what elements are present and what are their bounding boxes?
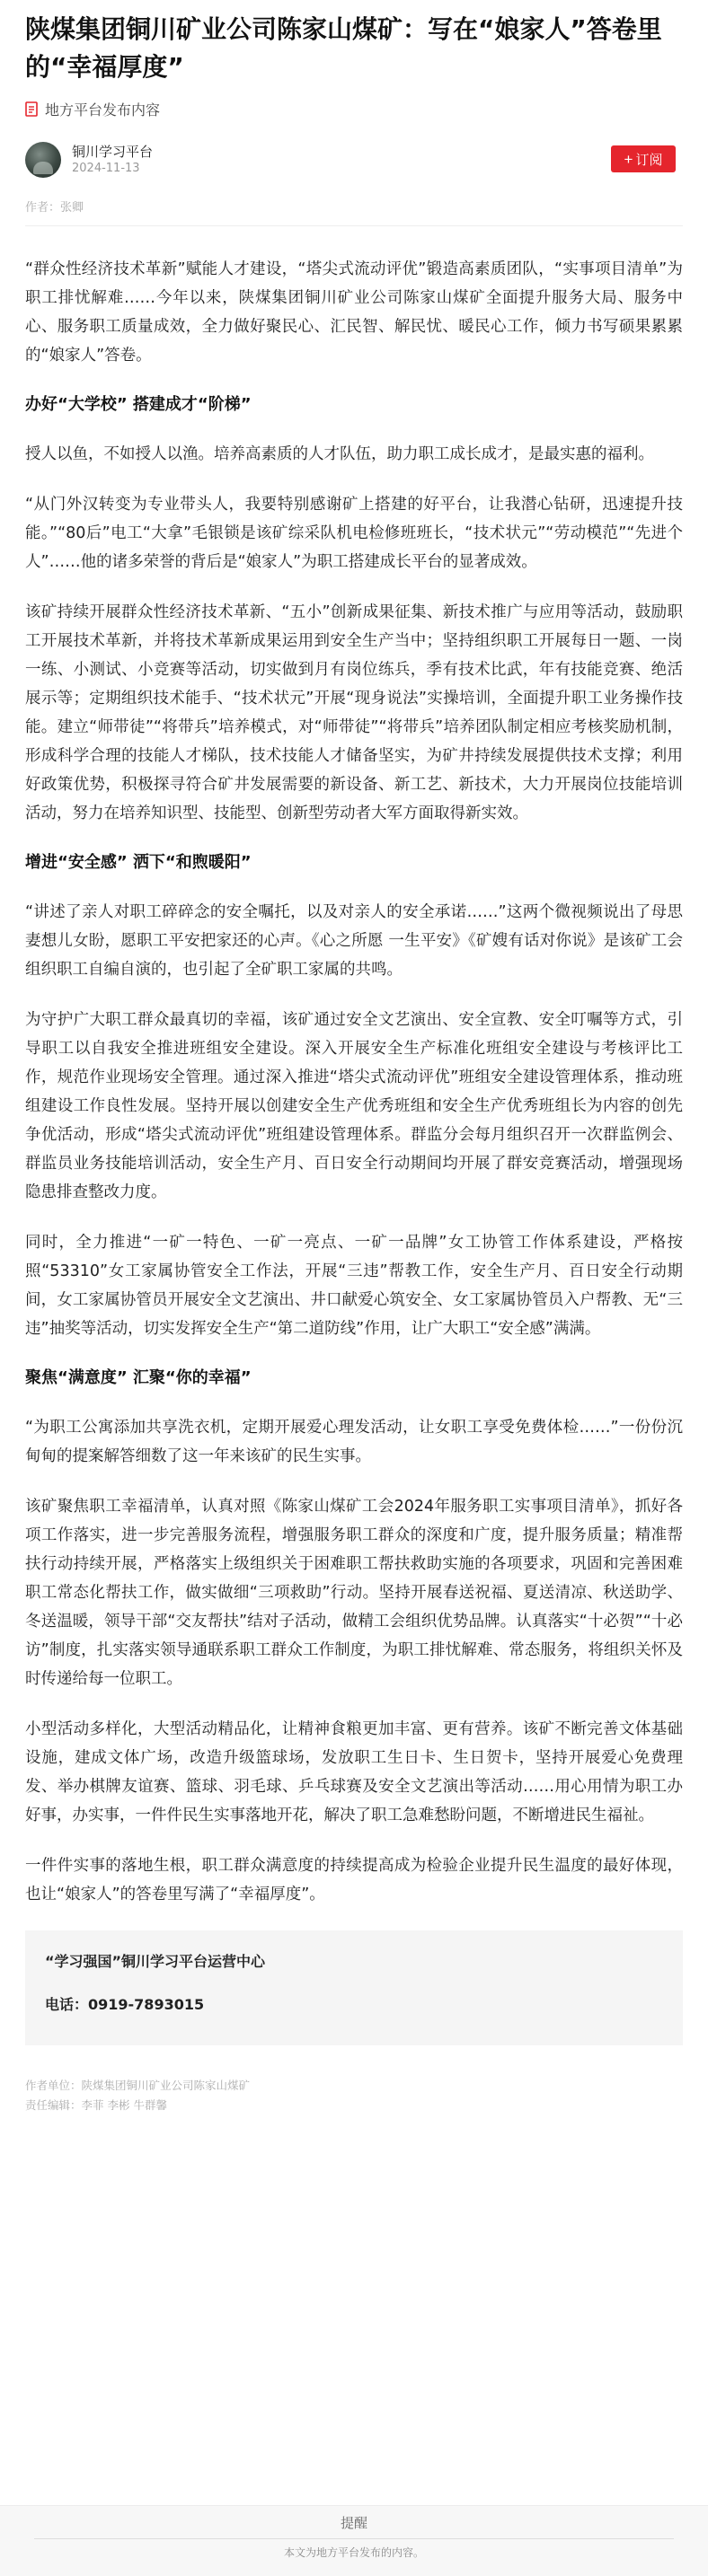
article-paragraph: 为守护广大职工群众最真切的幸福，该矿通过安全文艺演出、安全宣教、安全叮嘱等方式，引导职工以自我安全推进班组安全建设。深入开展安全生产标准化班组安全建设与考核评比工作，规范作业现场安全管理。通过深入推进“塔尖式流动评优”班组安全建设管理体系，推动班组建设工作良性发展。坚持开展以创建安全生产优秀班组和安全生产优秀班组长为内容的创先争优活动，形成“塔尖式流动评优”班组建设管理体系。群监分会每月组织召开一次群监例会、群监员业务技能培训活动，安全生产月、百日安全行动期间均开展了群安竞赛活动，增强现场隐患排查整改力度。: [25, 1011, 683, 1201]
subscribe-label: 订阅: [635, 152, 663, 168]
article-meta: [25, 2076, 683, 2115]
publish-date: 2024-11-13: [72, 162, 140, 175]
section-heading: 增进“安全感” 洒下“和煦暖阳”: [25, 853, 252, 872]
account-info: [72, 143, 153, 177]
contact-org: “学习强国”铜川学习平台运营中心: [45, 1953, 266, 1970]
article-paragraph: “群众性经济技术革新”赋能人才建设，“塔尖式流动评优”锻造高素质团队，“实事项目清单”为职工排忧解难……今年以来，陕煤集团铜川矿业公司陈家山煤矿全面提升服务大局、服务中心、服务职工质量成效，全力做好聚民心、汇民智、解民忧、暖民心工作，倾力书写硕果累累的“娘家人”答卷。: [25, 260, 683, 365]
subscribe-button[interactable]: [611, 145, 676, 172]
document-icon: [25, 101, 38, 117]
footer-notice: [0, 2505, 708, 2576]
footer-divider: [34, 2538, 674, 2539]
article-paragraph: “讲述了亲人对职工碎碎念的安全嘱托，以及对亲人的安全承诺……”这两个微视频说出了母思妻想儿女盼，愿职工平安把家还的心声。《心之所愿 一生平安》《矿嫂有话对你说》是该矿工会组织职工自编自演的，也引起了全矿职工家属的共鸣。: [25, 903, 683, 979]
divider: [25, 225, 683, 226]
source-label: 地方平台发布内容: [45, 101, 161, 119]
section-heading: 办好“大学校” 搭建成才“阶梯”: [25, 395, 252, 414]
article-paragraph: 小型活动多样化，大型活动精品化，让精神食粮更加丰富、更有营养。该矿不断完善文体基础设施，建成文体广场，改造升级篮球场，发放职工生日卡、生日贺卡，坚持开展爱心免费理发、举办棋牌友谊赛、篮球、羽毛球、乒乓球赛及安全文艺演出等活动……用心用情为职工办好事，办实事，一件件民生实事落地开花，解决了职工急难愁盼问题，不断增进民生福祉。: [25, 1720, 683, 1824]
editor-line: 作者：张卿: [25, 201, 84, 215]
footer-heading: 提醒: [340, 2515, 367, 2531]
source-row: [25, 97, 683, 120]
responsible-editors: 责任编辑：李菲 李彬 牛群馨: [25, 2098, 167, 2112]
author-unit: 作者单位：陕煤集团铜川矿业公司陈家山煤矿: [25, 2079, 251, 2092]
article-title: 陕煤集团铜川矿业公司陈家山煤矿：写在“娘家人”答卷里的“幸福厚度”: [25, 14, 662, 82]
article-paragraph: 授人以鱼，不如授人以渔。培养高素质的人才队伍，助力职工成长成才，是最实惠的福利。: [25, 445, 654, 463]
contact-phone: 电话：0919-7893015: [45, 1996, 205, 2013]
footer-text: 本文为地方平台发布的内容。: [283, 2546, 424, 2559]
account-row: [25, 138, 683, 181]
contact-box: [25, 1930, 683, 2045]
section-heading: 聚焦“满意度” 汇聚“你的幸福”: [25, 1368, 252, 1387]
account-name[interactable]: 铜川学习平台: [72, 144, 154, 160]
avatar[interactable]: [25, 142, 61, 178]
article-paragraph: “从门外汉转变为专业带头人，我要特别感谢矿上搭建的好平台，让我潜心钻研，迅速提升技能。”“80后”电工“大拿”毛银锁是该矿综采队机电检修班班长，“技术状元”“劳动模范”“先进个人”……他的诸多荣誉的背后是“娘家人”为职工搭建成长平台的显著成效。: [25, 496, 683, 571]
article-paragraph: 一件件实事的落地生根，职工群众满意度的持续提高成为检验企业提升民生温度的最好体现，也让“娘家人”的答卷里写满了“幸福厚度”。: [25, 1857, 683, 1903]
article-paragraph: “为职工公寓添加共享洗衣机，定期开展爱心理发活动，让女职工享受免费体检……”一份份沉甸甸的提案解答细数了这一年来该矿的民生实事。: [25, 1419, 683, 1465]
article-paragraph: 该矿持续开展群众性经济技术革新、“五小”创新成果征集、新技术推广与应用等活动，鼓励职工开展技术革新，并将技术革新成果运用到安全生产当中；坚持组织职工开展每日一题、一岗一练、小测试、小竞赛等活动，切实做到月有岗位练兵，季有技术比武，年有技能竞赛、绝活展示等；定期组织技术能手、“技术状元”开展“现身说法”实操培训，全面提升职工业务操作技能。建立“师带徒”“将带兵”培养模式，对“师带徒”“将带兵”培养团队制定相应考核奖励机制，形成科学合理的技能人才梯队，技术技能人才储备坚实，为矿井持续发展提供技术支撑；利用好政策优势，积极探寻符合矿井发展需要的新设备、新工艺、新技术，大力开展岗位技能培训活动，努力在培养知识型、技能型、创新型劳动者大军方面取得新实效。: [25, 603, 683, 822]
article-body: [25, 255, 683, 1909]
article-paragraph: 同时，全力推进“一矿一特色、一矿一亮点、一矿一品牌”女工协管工作体系建设，严格按照“53310”女工家属协管安全工作法，开展“三违”帮教工作，安全生产月、百日安全行动期间，女工家属协管员开展安全文艺演出、井口献爱心筑安全、女工家属协管员入户帮教、无“三违”抽奖等活动，切实发挥安全生产“第二道防线”作用，让广大职工“安全感”满满。: [25, 1234, 683, 1338]
article-paragraph: 该矿聚焦职工幸福清单，认真对照《陈家山煤矿工会2024年服务职工实事项目清单》，抓好各项工作落实，进一步完善服务流程，增强服务职工群众的深度和广度，提升服务质量；精准帮扶行动持续开展，严格落实上级组织关于困难职工帮扶救助实施的各项要求，巩固和完善困难职工常态化帮扶工作，做实做细“三项救助”行动。坚持开展春送祝福、夏送清凉、秋送助学、冬送温暖，领导干部“交友帮扶”结对子活动，做精工会组织优势品牌。认真落实“十必贺”“十必访”制度，扎实落实领导通联系职工群众工作制度，为职工排忧解难、常态服务，将组织关怀及时传递给每一位职工。: [25, 1498, 683, 1688]
plus-icon: +: [624, 150, 633, 168]
